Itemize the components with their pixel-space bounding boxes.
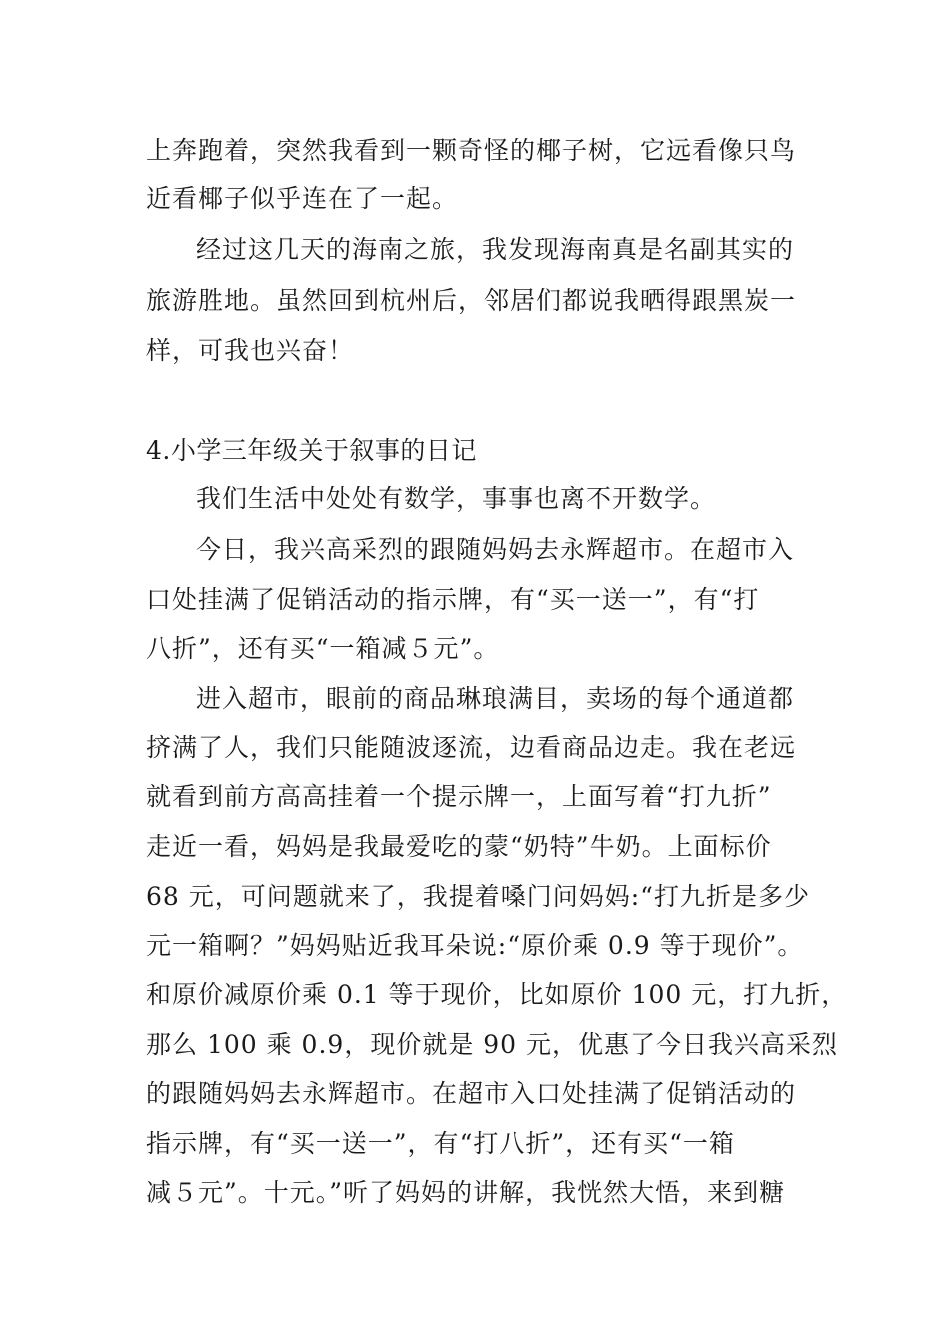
text-line: 和原价减原价乘 0.1 等于现价，比如原价 100 元，打九折， — [146, 980, 848, 1009]
text-line: 我们生活中处处有数学，事事也离不开数学。 — [196, 484, 717, 513]
text-line: 八折”，还有买“一箱减５元”。 — [146, 634, 500, 663]
text-line: 今日，我兴高采烈的跟随妈妈去永辉超市。在超市入 — [196, 535, 795, 564]
text-line: 的跟随妈妈去永辉超市。在超市入口处挂满了促销活动的 — [146, 1079, 797, 1108]
text-line: 那么 100 乘 0.9，现价就是 90 元，优惠了今日我兴高采烈 — [146, 1030, 839, 1059]
text-line: 上奔跑着，突然我看到一颗奇怪的椰子树，它远看像只鸟 — [146, 136, 797, 165]
text-line: 经过这几天的海南之旅，我发现海南真是名副其实的 — [196, 235, 795, 264]
text-line: 就看到前方高高挂着一个提示牌一，上面写着“打九折” — [146, 782, 772, 811]
text-line: 近看椰子似乎连在了一起。 — [146, 184, 459, 213]
text-line: 减５元”。十元。”听了妈妈的讲解，我恍然大悟，来到糖 — [146, 1178, 786, 1207]
text-line: 样，可我也兴奋！ — [146, 336, 355, 365]
text-line: 进入超市，眼前的商品琳琅满目，卖场的每个通道都 — [196, 684, 795, 713]
text-line: 挤满了人，我们只能随波逐流，边看商品边走。我在老远 — [146, 733, 797, 762]
text-line: 指示牌，有“买一送一”，有“打八折”，还有买“一箱 — [146, 1129, 735, 1158]
text-line: 68 元，可问题就来了，我提着嗓门问妈妈:“打九折是多少 — [146, 882, 810, 911]
text-line: 旅游胜地。虽然回到杭州后，邻居们都说我晒得跟黑炭一 — [146, 286, 797, 315]
text-line: 口处挂满了促销活动的指示牌，有“买一送一”，有“打 — [146, 585, 760, 614]
text-line: 元一箱啊？”妈妈贴近我耳朵说:“原价乘 0.9 等于现价”。 — [146, 931, 804, 960]
text-line: 走近一看，妈妈是我最爱吃的蒙“奶特”牛奶。上面标价 — [146, 832, 772, 861]
section-heading: 4.小学三年级关于叙事的日记 — [146, 436, 477, 465]
